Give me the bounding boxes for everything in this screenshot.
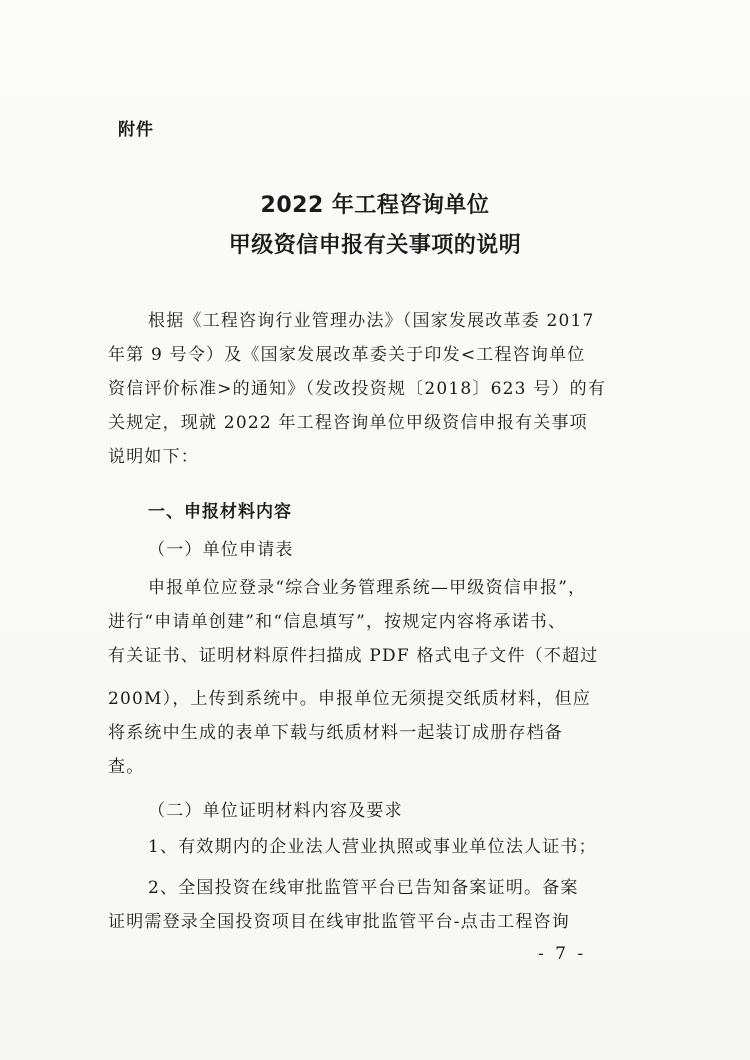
intro-line-2: 年第 9 号令）及《国家发展改革委关于印发<工程咨询单位	[108, 345, 586, 365]
attachment-label: 附件	[118, 120, 154, 140]
sub-2-line-3: 证明需登录全国投资项目在线审批监管平台-点击工程咨询	[108, 912, 570, 932]
sub-1-line-6: 查。	[108, 757, 145, 777]
sub-1-heading: （一）单位申请表	[148, 540, 294, 560]
sub-2-line-1: 1、有效期内的企业法人营业执照或事业单位法人证书；	[148, 837, 597, 857]
sub-1-line-3: 有关证书、证明材料原件扫描成 PDF 格式电子文件（不超过	[108, 646, 599, 666]
sub-2-heading: （二）单位证明材料内容及要求	[148, 801, 403, 821]
section-1-heading: 一、申报材料内容	[148, 502, 292, 522]
sub-1-line-2: 进行“申请单创建”和“信息填写”，按规定内容将承诺书、	[108, 612, 567, 632]
title-line-1: 2022 年工程咨询单位	[260, 193, 490, 218]
intro-line-3: 资信评价标准>的通知》（发改投资规〔2018〕623 号）的有	[108, 379, 607, 399]
sub-1-line-5: 将系统中生成的表单下载与纸质材料一起装订成册存档备	[108, 723, 563, 743]
page-number: - 7 -	[538, 944, 587, 964]
title-line-2: 甲级资信申报有关事项的说明	[228, 233, 522, 258]
sub-1-line-4: 200M），上传到系统中。申报单位无须提交纸质材料，但应	[108, 689, 591, 709]
sub-1-line-1: 申报单位应登录“综合业务管理系统—甲级资信申报”，	[148, 578, 587, 598]
intro-line-5: 说明如下：	[108, 447, 199, 467]
intro-line-1: 根据《工程咨询行业管理办法》（国家发展改革委 2017	[148, 311, 595, 331]
intro-line-4: 关规定，现就 2022 年工程咨询单位甲级资信申报有关事项	[108, 413, 588, 433]
sub-2-line-2: 2、全国投资在线审批监管平台已告知备案证明。备案	[148, 878, 579, 898]
